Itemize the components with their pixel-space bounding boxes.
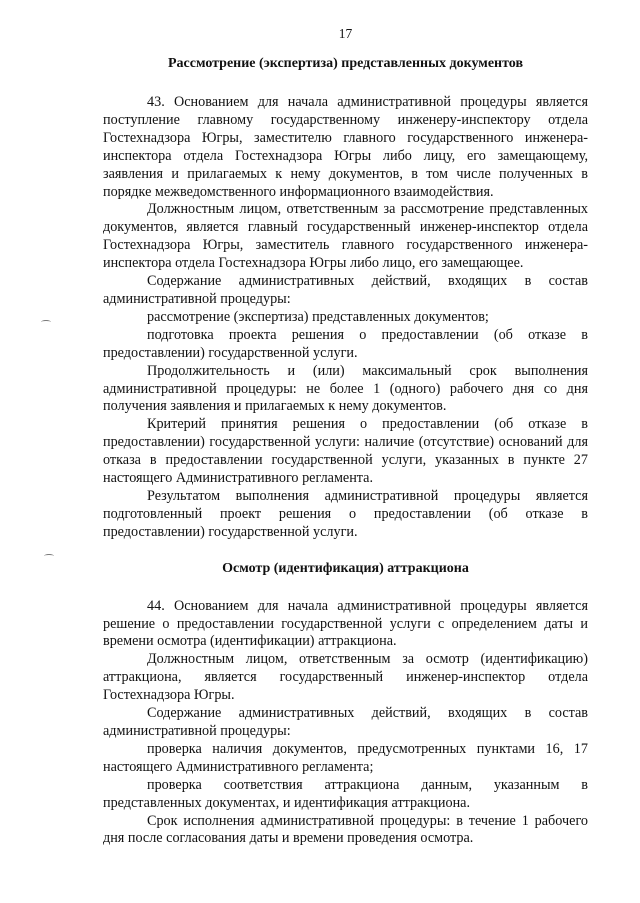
paragraph-inspection-deadline: Срок исполнения административной процедуры: в течение 1 рабочего дня после согласования даты и времени проведения осмотра. <box>103 812 588 847</box>
section-title-attraction-inspection: Осмотр (идентификация) аттракциона <box>222 560 469 576</box>
paragraph-actions-content: Содержание административных действий, входящих в состав административной процедуры: <box>103 273 588 307</box>
paragraph-action-check-documents: проверка наличия документов, предусмотренных пунктами 16, 17 настоящего Административного регламента; <box>103 740 588 775</box>
section-title-document-review: Рассмотрение (экспертиза) представленных документов <box>167 56 524 71</box>
margin-mark-top <box>41 320 51 324</box>
page-number: 17 <box>338 26 353 41</box>
margin-mark-bottom <box>44 554 54 558</box>
paragraph-action-review: рассмотрение (экспертиза) представленных документов; <box>147 308 489 325</box>
document-page <box>103 26 588 848</box>
paragraph-responsible-official: Должностным лицом, ответственным за рассмотрение представленных документов, является главный государственный инженер-инспектор отдела Гостехнадзора Югры, заместитель главного государственного инженера-инспектора отдела Гостехнадзора Югры либо лицо, его замещающее. <box>103 201 588 272</box>
paragraph-43-basis: 43. Основанием для начала административной процедуры является поступление главному государственному инженеру-инспектору отдела Гостехнадзора Югры, заместителю главного государственного инженера-инспектора отдела Гостехнадзора Югры либо лицу, его замещающему, заявления и прилагаемых к нему документов, в том числе полученных в порядке межведомственного информационного взаимодействия. <box>103 94 588 200</box>
paragraph-action-check-compliance: проверка соответствия аттракциона данным, указанным в представленных документах, и идентификация аттракциона. <box>103 776 588 811</box>
paragraph-inspection-official: Должностным лицом, ответственным за осмотр (идентификацию) аттракциона, является государственный инженер-инспектор отдела Гостехнадзора Югры. <box>103 651 588 704</box>
paragraph-44-basis: 44. Основанием для начала административной процедуры является решение о предоставлении государственной услуги с определением даты и времени осмотра (идентификации) аттракциона. <box>103 597 588 650</box>
paragraph-decision-criteria: Критерий принятия решения о предоставлении (об отказе в предоставлении) государственной услуги: наличие (отсутствие) оснований для отказа в предоставлении государственной услуги, указанных в пункте 27 настоящего Административного регламента. <box>103 416 588 487</box>
paragraph-result: Результатом выполнения административной процедуры является подготовленный проект решения о предоставлении (об отказе в предоставлении) государственной услуги. <box>103 487 588 540</box>
paragraph-inspection-actions-content: Содержание административных действий, входящих в состав административной процедуры: <box>103 705 588 739</box>
paragraph-duration: Продолжительность и (или) максимальный срок выполнения административной процедуры: не более 1 (одного) рабочего дня со дня получения заявления и прилагаемых к нему документов. <box>103 362 588 415</box>
paragraph-action-draft: подготовка проекта решения о предоставлении (об отказе в предоставлении) государственной услуги. <box>103 326 588 361</box>
